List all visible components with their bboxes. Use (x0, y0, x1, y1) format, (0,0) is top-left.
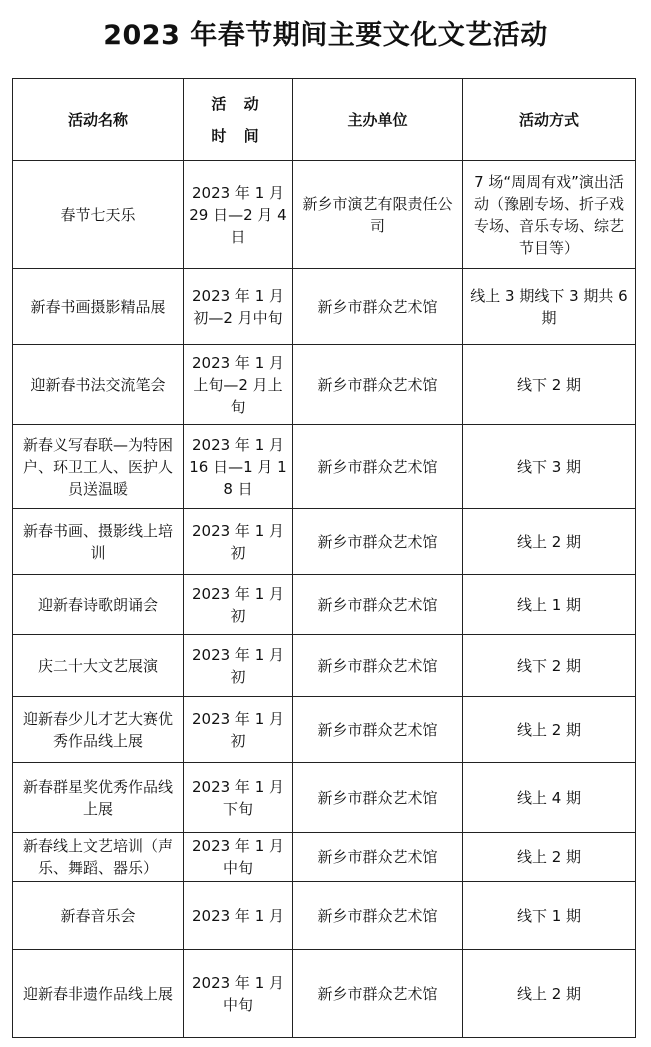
activity-name-cell: 庆二十大文艺展演 (13, 635, 184, 697)
table-row (13, 763, 636, 833)
organizer-cell: 新乡市群众艺术馆 (293, 425, 463, 509)
activity-method-cell: 线上 2 期 (463, 833, 636, 882)
activity-time-cell: 2023 年 1 月上旬—2 月上旬 (184, 345, 293, 425)
activity-name-cell: 春节七天乐 (13, 161, 184, 269)
activity-time-cell: 2023 年 1 月中旬 (184, 950, 293, 1038)
table-row (13, 269, 636, 345)
header-time-line-2: 时 间 (211, 126, 265, 145)
activity-time-cell: 2023 年 1 月初 (184, 509, 293, 575)
organizer-cell: 新乡市群众艺术馆 (293, 763, 463, 833)
organizer-cell: 新乡市群众艺术馆 (293, 509, 463, 575)
organizer-cell: 新乡市群众艺术馆 (293, 269, 463, 345)
table-row (13, 575, 636, 635)
activity-method-cell: 线下 2 期 (463, 345, 636, 425)
activity-method-cell: 线下 3 期 (463, 425, 636, 509)
table-row (13, 425, 636, 509)
activity-method-cell: 线上 2 期 (463, 950, 636, 1038)
organizer-cell: 新乡市群众艺术馆 (293, 345, 463, 425)
activity-time-cell: 2023 年 1 月 29 日—2 月 4 日 (184, 161, 293, 269)
activity-method-cell: 线上 2 期 (463, 509, 636, 575)
header-activity-name: 活动名称 (13, 79, 184, 161)
activity-time-cell: 2023 年 1 月初 (184, 697, 293, 763)
table-row (13, 345, 636, 425)
activity-method-cell: 线上 2 期 (463, 697, 636, 763)
activity-name-cell: 新春书画摄影精品展 (13, 269, 184, 345)
table-row (13, 882, 636, 950)
activity-time-cell: 2023 年 1 月初 (184, 575, 293, 635)
activity-method-cell: 线下 2 期 (463, 635, 636, 697)
activity-method-cell: 线上 3 期线下 3 期共 6 期 (463, 269, 636, 345)
activity-method-cell: 线上 1 期 (463, 575, 636, 635)
table-row (13, 950, 636, 1038)
table-row (13, 161, 636, 269)
activity-name-cell: 迎新春非遗作品线上展 (13, 950, 184, 1038)
organizer-cell: 新乡市群众艺术馆 (293, 575, 463, 635)
activity-method-cell: 线下 1 期 (463, 882, 636, 950)
table-row (13, 833, 636, 882)
activity-time-cell: 2023 年 1 月初—2 月中旬 (184, 269, 293, 345)
header-activity-method: 活动方式 (463, 79, 636, 161)
organizer-cell: 新乡市群众艺术馆 (293, 635, 463, 697)
table-row (13, 697, 636, 763)
page-title: 2023 年春节期间主要文化文艺活动 (103, 20, 548, 51)
organizer-cell: 新乡市群众艺术馆 (293, 833, 463, 882)
activity-time-cell: 2023 年 1 月中旬 (184, 833, 293, 882)
activity-name-cell: 新春书画、摄影线上培训 (13, 509, 184, 575)
events-table (12, 78, 636, 1038)
activity-time-cell: 2023 年 1 月 (184, 882, 293, 950)
header-time-line-1: 活 动 (211, 94, 265, 113)
activity-time-cell: 2023 年 1 月 16 日—1 月 18 日 (184, 425, 293, 509)
organizer-cell: 新乡市演艺有限责任公司 (293, 161, 463, 269)
table-row (13, 509, 636, 575)
activity-name-cell: 新春音乐会 (13, 882, 184, 950)
activity-name-cell: 迎新春诗歌朗诵会 (13, 575, 184, 635)
header-activity-time (184, 79, 293, 161)
activity-name-cell: 新春义写春联—为特困户、环卫工人、医护人员送温暖 (13, 425, 184, 509)
organizer-cell: 新乡市群众艺术馆 (293, 950, 463, 1038)
header-organizer: 主办单位 (293, 79, 463, 161)
activity-name-cell: 新春线上文艺培训（声乐、舞蹈、器乐） (13, 833, 184, 882)
table-header-row (13, 79, 636, 161)
activity-time-cell: 2023 年 1 月初 (184, 635, 293, 697)
table-row (13, 635, 636, 697)
activity-name-cell: 迎新春少儿才艺大赛优秀作品线上展 (13, 697, 184, 763)
activity-name-cell: 新春群星奖优秀作品线上展 (13, 763, 184, 833)
activity-name-cell: 迎新春书法交流笔会 (13, 345, 184, 425)
activity-time-cell: 2023 年 1 月下旬 (184, 763, 293, 833)
organizer-cell: 新乡市群众艺术馆 (293, 882, 463, 950)
activity-method-cell: 线上 4 期 (463, 763, 636, 833)
activity-method-cell: 7 场“周周有戏”演出活动（豫剧专场、折子戏专场、音乐专场、综艺节目等） (463, 161, 636, 269)
organizer-cell: 新乡市群众艺术馆 (293, 697, 463, 763)
